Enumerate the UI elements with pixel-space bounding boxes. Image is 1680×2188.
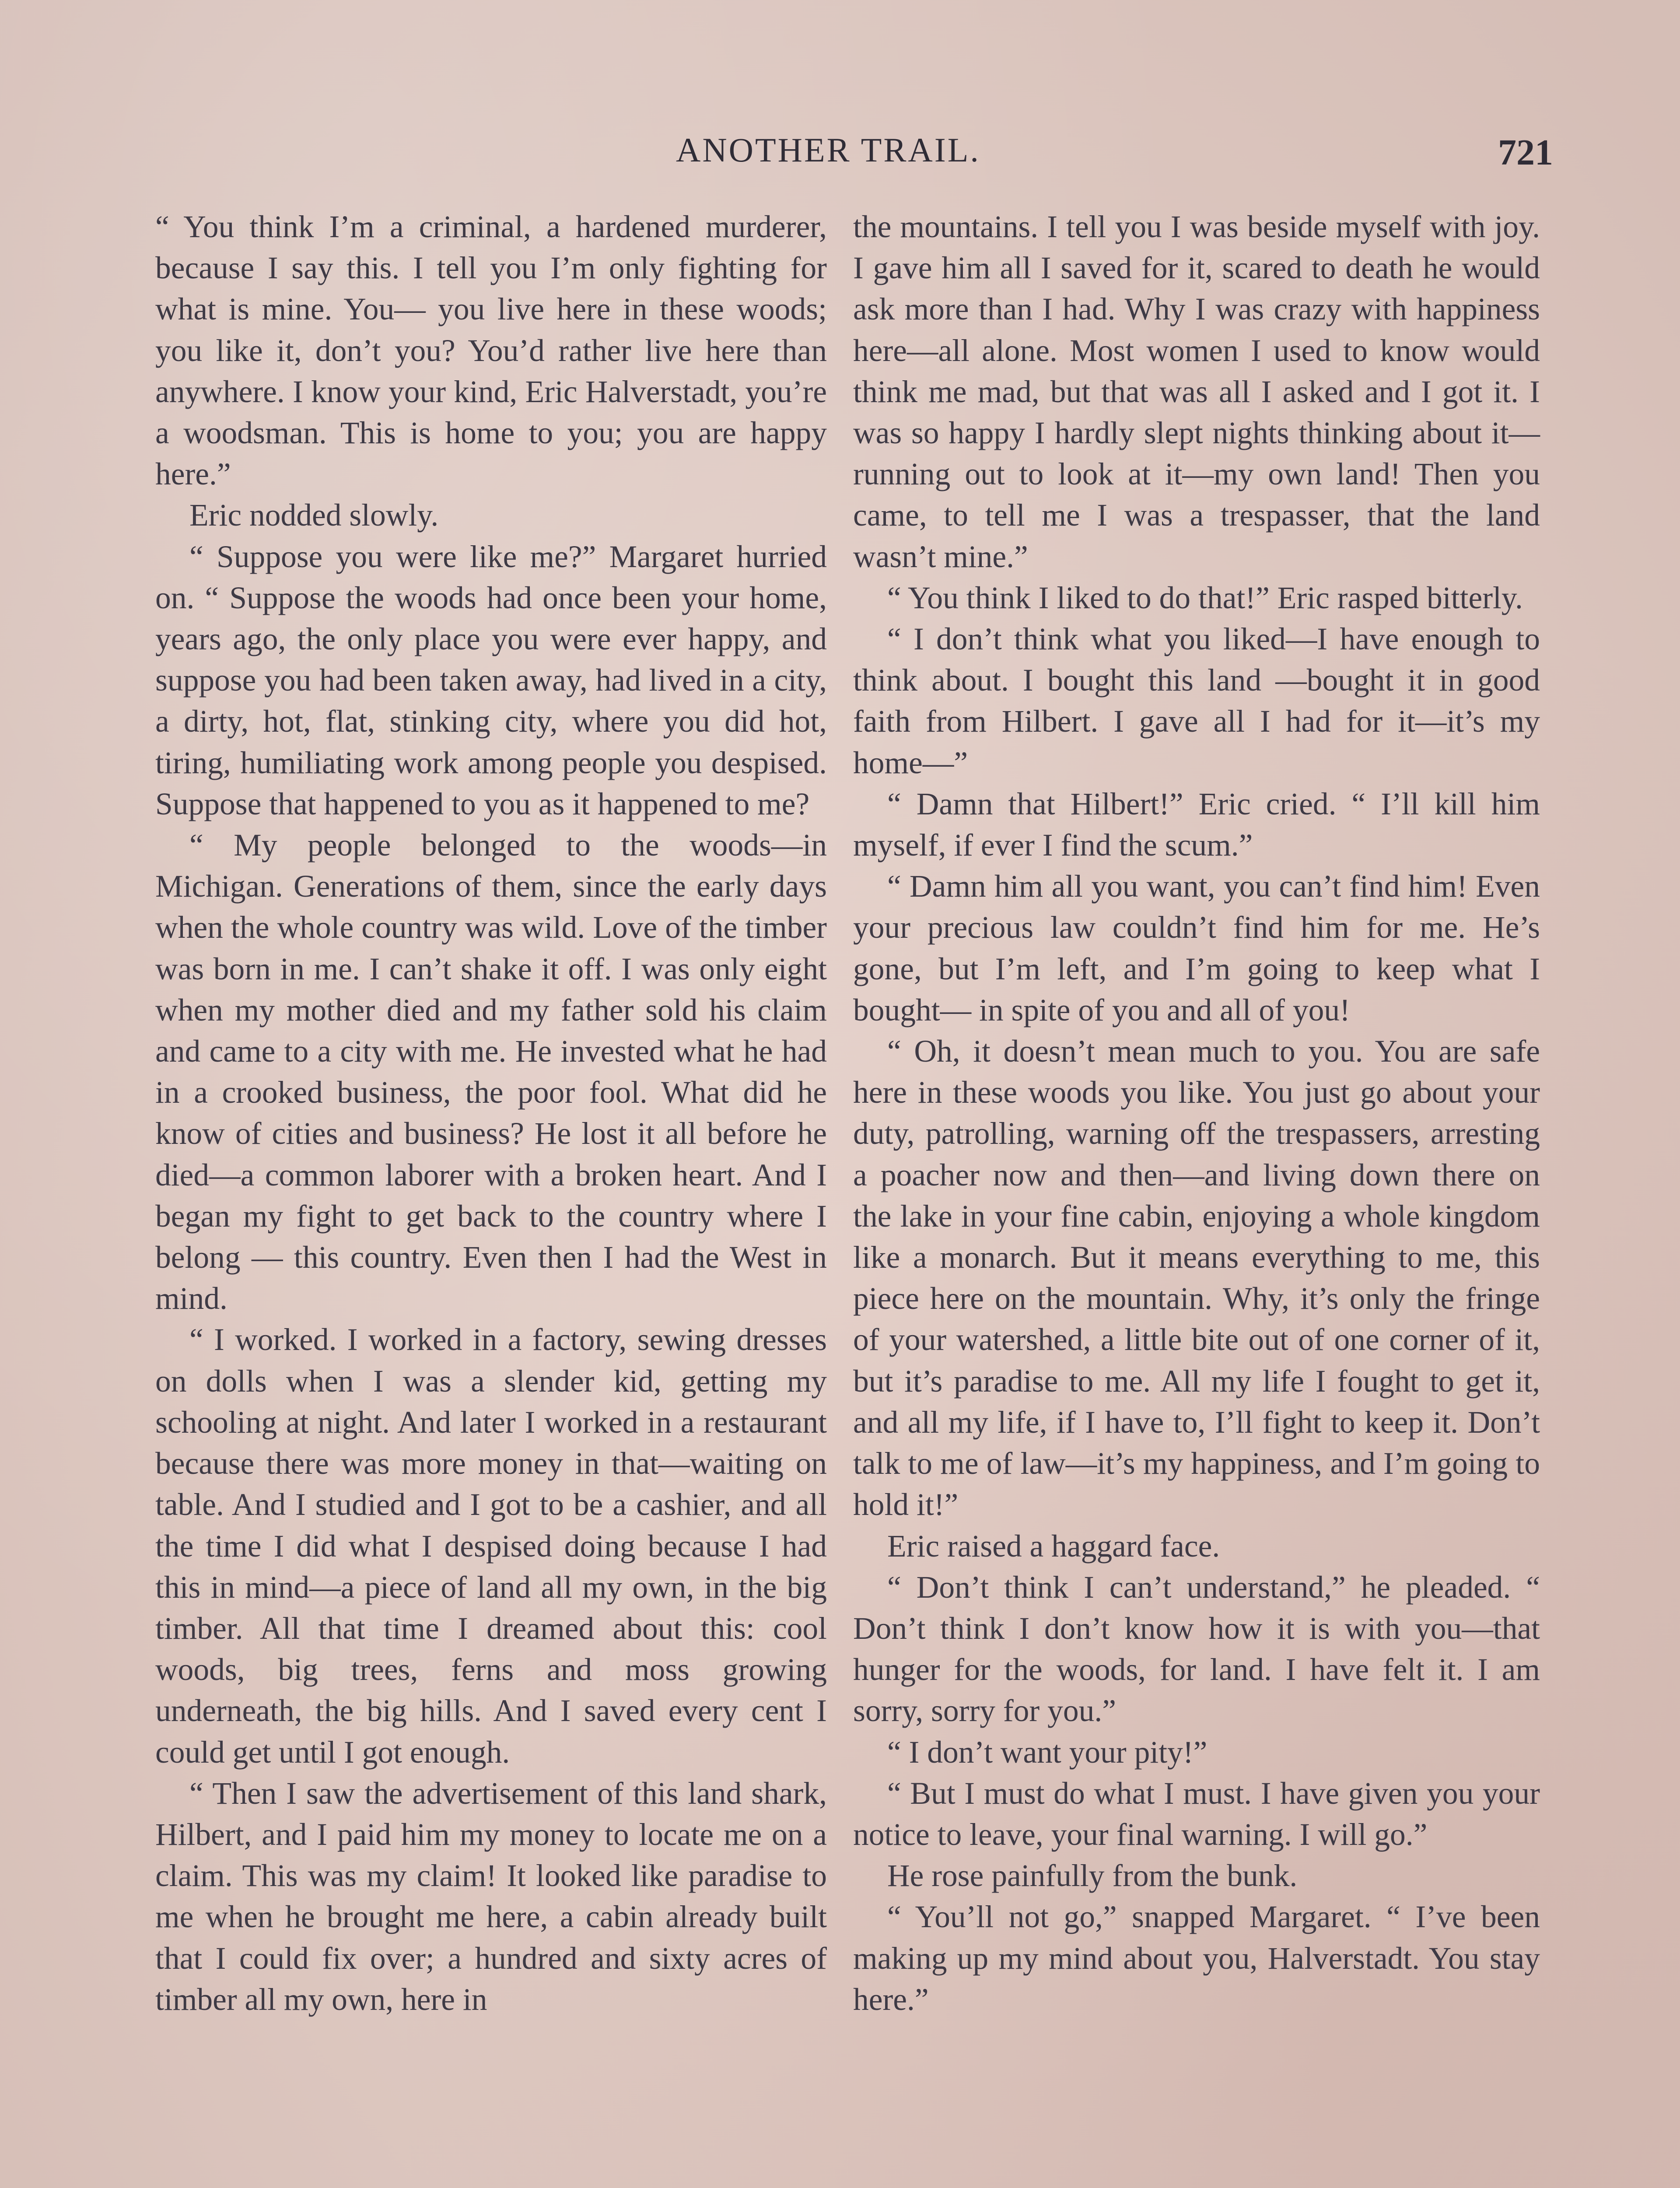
- page-number: 721: [1498, 132, 1553, 173]
- text-column-left: [155, 207, 827, 2020]
- paragraph: Eric nodded slowly.: [189, 498, 439, 533]
- paragraph: “ I worked. I worked in a factory, sewing dresses on dolls when I was a slender kid, getting my schooling at night. And later I worked in a restaurant because there was more money in that—waiting on table. And I studied and I got to be a cashier, and all the time I did what I despised doing because I had this in mind—a piece of land all my own, in the big timber. All that time I dreamed about this: cool woods, big trees, ferns and moss growing underneath, the big hills. And I saved every cent I could get until I got enough.: [155, 1322, 827, 1770]
- paragraph: “ Damn him all you want, you can’t find him! Even your precious law couldn’t find him for me. He’s gone, but I’m left, and I’m going to keep what I bought— in spite of you and all of you!: [853, 869, 1540, 1027]
- paragraph: the mountains. I tell you I was beside myself with joy. I gave him all I saved for it, scared to death he would ask more than I had. Why I was crazy with happiness here—all alone. Most women I used to know would think me mad, but that was all I asked and I got it. I was so happy I hardly slept nights thinking about it— running out to look at it—my own land! Then you came, to tell me I was a trespasser, that the land wasn’t mine.”: [853, 210, 1540, 574]
- paragraph: “ But I must do what I must. I have given you your notice to leave, your final warning. I will go.”: [853, 1776, 1540, 1852]
- paragraph: “ I don’t think what you liked—I have enough to think about. I bought this land —bought it in good faith from Hilbert. I gave all I had for it—it’s my home—”: [853, 622, 1540, 780]
- paragraph: “ Don’t think I can’t understand,” he pleaded. “ Don’t think I don’t know how it is with you—that hunger for the woods, for land. I have felt it. I am sorry, sorry for you.”: [853, 1570, 1540, 1729]
- paragraph: “ Oh, it doesn’t mean much to you. You are safe here in these woods you like. You just go about your duty, patrolling, warning off the trespassers, arresting a poacher now and then—and living down there on the lake in your fine cabin, enjoying a whole kingdom like a monarch. But it means everything to me, this piece here on the mountain. Why, it’s only the fringe of your watershed, a little bite out of one corner of it, but it’s paradise to me. All my life I fought to get it, and all my life, if I have to, I’ll fight to keep it. Don’t talk to me of law—it’s my happiness, and I’m going to hold it!”: [853, 1034, 1540, 1522]
- paragraph: “ You’ll not go,” snapped Margaret. “ I’ve been making up my mind about you, Halverstadt. You stay here.”: [853, 1900, 1540, 2017]
- running-head-title: ANOTHER TRAIL.: [676, 131, 980, 169]
- paragraph: “ Suppose you were like me?” Margaret hurried on. “ Suppose the woods had once been your home, years ago, the only place you were ever happy, and suppose you had been taken away, had lived in a city, a dirty, hot, flat, stinking city, where you did hot, tiring, humiliating work among people you despised. Suppose that happened to you as it happened to me?: [155, 539, 827, 821]
- paragraph: “ Damn that Hilbert!” Eric cried. “ I’ll kill him myself, if ever I find the scum.”: [853, 786, 1540, 863]
- text-column-right: [853, 207, 1540, 2020]
- paragraph: “ You think I liked to do that!” Eric rasped bitterly.: [887, 580, 1523, 615]
- paragraph: “ My people belonged to the woods—in Michigan. Generations of them, since the early days when the whole country was wild. Love of the timber was born in me. I can’t shake it off. I was only eight when my mother died and my father sold his claim and came to a city with me. He invested what he had in a crooked business, the poor fool. What did he know of cities and business? He lost it all before he died—a common laborer with a broken heart. And I began my fight to get back to the country where I belong — this country. Even then I had the West in mind.: [155, 828, 827, 1316]
- paragraph: “ I don’t want your pity!”: [887, 1735, 1208, 1770]
- paragraph: He rose painfully from the bunk.: [887, 1858, 1298, 1893]
- paragraph: Eric raised a haggard face.: [887, 1529, 1220, 1564]
- paragraph: “ Then I saw the advertisement of this land shark, Hilbert, and I paid him my money to locate me on a claim. This was my claim! It looked like paradise to me when he brought me here, a cabin already built that I could fix over; a hundred and sixty acres of timber all my own, here in: [155, 1776, 827, 2017]
- paragraph: “ You think I’m a criminal, a hardened murderer, because I say this. I tell you I’m only fighting for what is mine. You— you live here in these woods; you like it, don’t you? You’d rather live here than anywhere. I know your kind, Eric Halverstadt, you’re a woodsman. This is home to you; you are happy here.”: [155, 210, 827, 492]
